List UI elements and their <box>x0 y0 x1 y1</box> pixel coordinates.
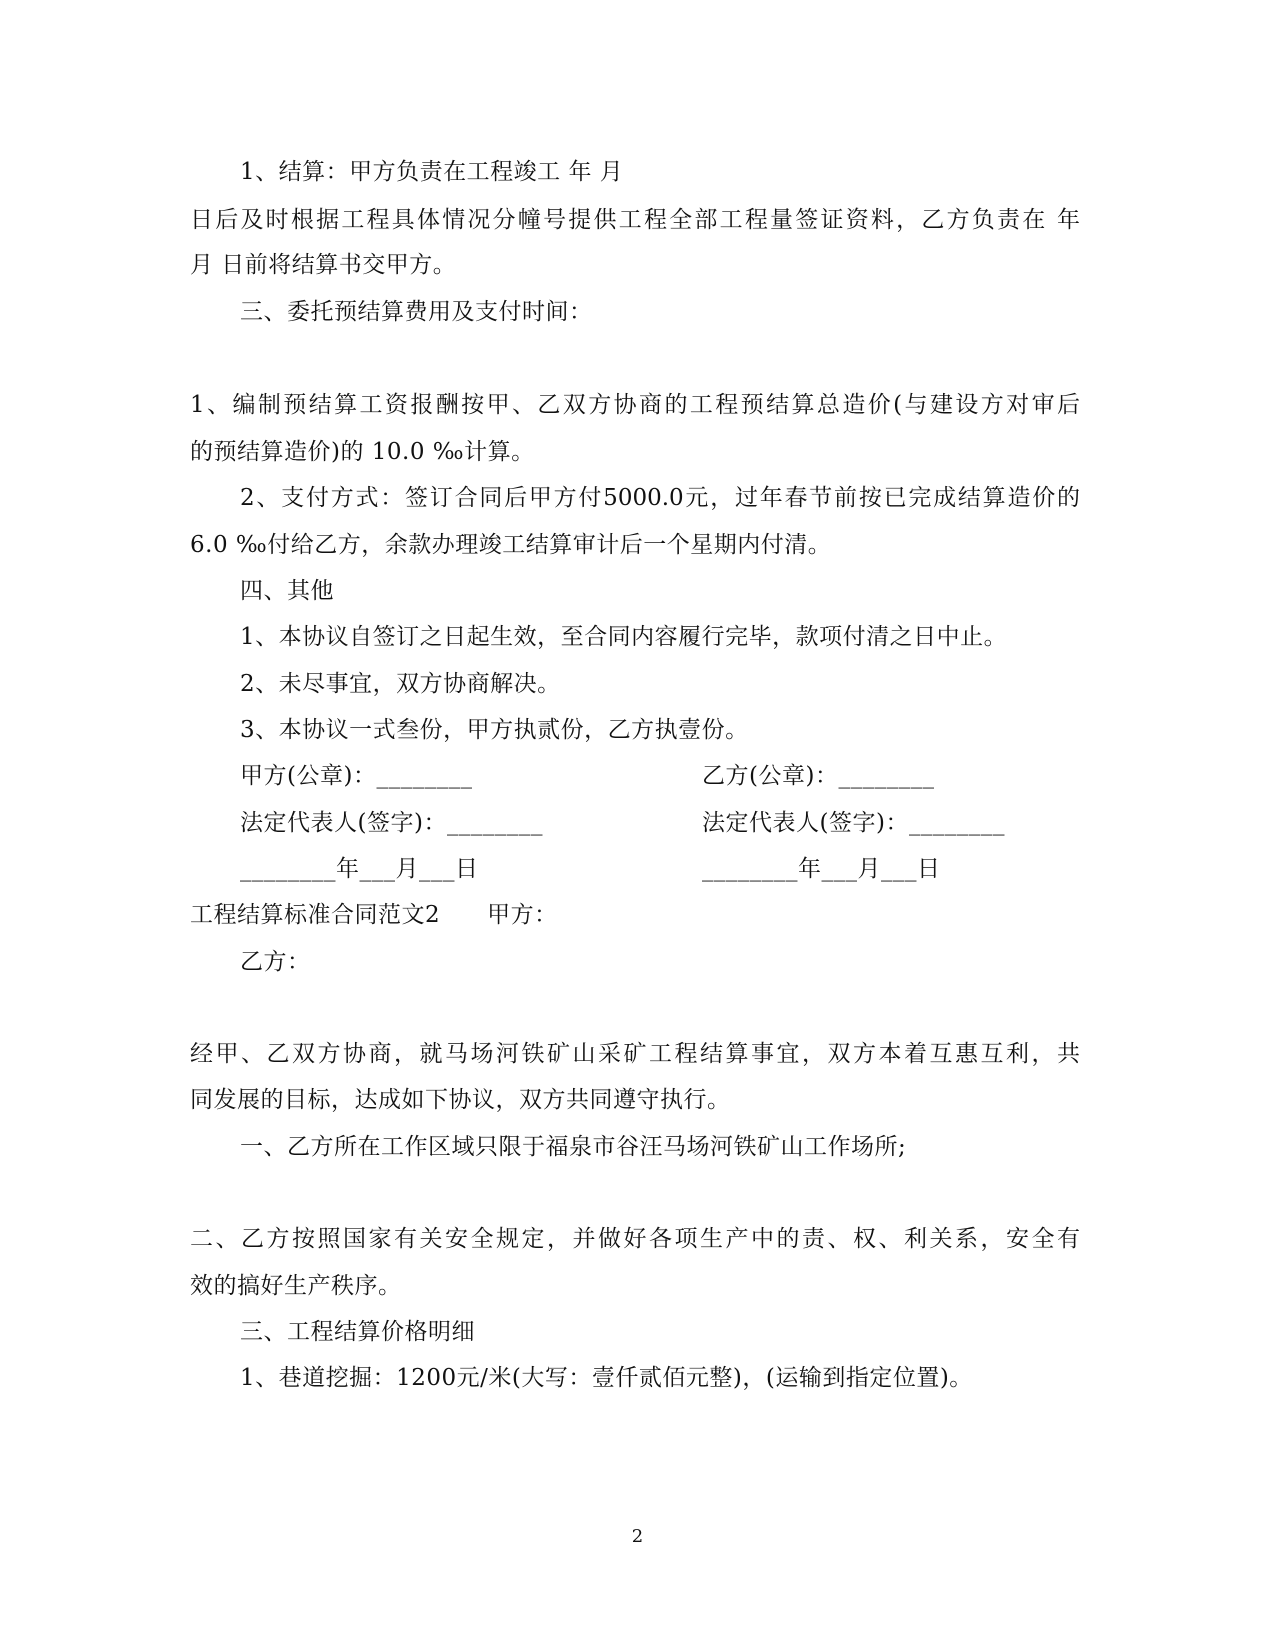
clause-safety-cont: 效的搞好生产秩序。 <box>190 1273 402 1299</box>
clause-safety: 二、乙方按照国家有关安全规定，并做好各项生产中的责、权、利关系，安全有 <box>190 1226 1080 1252</box>
section-heading-price-details: 三、工程结算价格明细 <box>240 1319 475 1345</box>
clause-fee-rate-cont: 的预结算造价)的 10.0 ‰计算。 <box>190 439 535 465</box>
party-b-representative-field: 法定代表人(签字)：________ <box>702 810 1005 836</box>
page-number: 2 <box>631 1526 644 1547</box>
clause-payment-method: 2、支付方式：签订合同后甲方付5000.0元，过年春节前按已完成结算造价的 <box>240 485 1080 511</box>
party-a-representative-field: 法定代表人(签字)：________ <box>240 810 543 836</box>
party-b-label: 乙方： <box>240 949 311 975</box>
party-a-seal-field: 甲方(公章)：________ <box>240 763 473 789</box>
section-heading-fees: 三、委托预结算费用及支付时间： <box>240 299 593 325</box>
section-heading-other: 四、其他 <box>240 578 334 604</box>
preamble: 经甲、乙双方协商，就马场河铁矿山采矿工程结算事宜，双方本着互惠互利，共 <box>190 1041 1080 1067</box>
clause-effective: 1、本协议自签订之日起生效，至合同内容履行完毕，款项付清之日中止。 <box>240 624 1008 650</box>
clause-payment-method-cont: 6.0 ‰付给乙方，余款办理竣工结算审计后一个星期内付清。 <box>190 532 832 558</box>
party-a-date-field: ________年___月___日 <box>240 856 479 882</box>
clause-settlement-cont-1: 日后及时根据工程具体情况分幢号提供工程全部工程量签证资料，乙方负责在 年 <box>190 207 1080 233</box>
clause-tunnel-excavation: 1、巷道挖掘：1200元/米(大写：壹仟贰佰元整)，(运输到指定位置)。 <box>240 1365 973 1391</box>
clause-copies: 3、本协议一式叁份，甲方执贰份，乙方执壹份。 <box>240 717 749 743</box>
contract-title-party-a: 工程结算标准合同范文2 甲方： <box>190 902 558 928</box>
party-b-date-field: ________年___月___日 <box>702 856 941 882</box>
party-b-seal-field: 乙方(公章)：________ <box>702 763 935 789</box>
clause-unresolved: 2、未尽事宜，双方协商解决。 <box>240 671 561 697</box>
preamble-cont: 同发展的目标，达成如下协议，双方共同遵守执行。 <box>190 1087 731 1113</box>
clause-settlement-cont-2: 月 日前将结算书交甲方。 <box>190 252 457 278</box>
clause-fee-rate: 1、编制预结算工资报酬按甲、乙双方协商的工程预结算总造价(与建设方对审后 <box>190 392 1080 418</box>
clause-work-area: 一、乙方所在工作区域只限于福泉市谷汪马场河铁矿山工作场所; <box>240 1134 907 1160</box>
clause-settlement: 1、结算：甲方负责在工程竣工 年 月 <box>240 159 624 185</box>
